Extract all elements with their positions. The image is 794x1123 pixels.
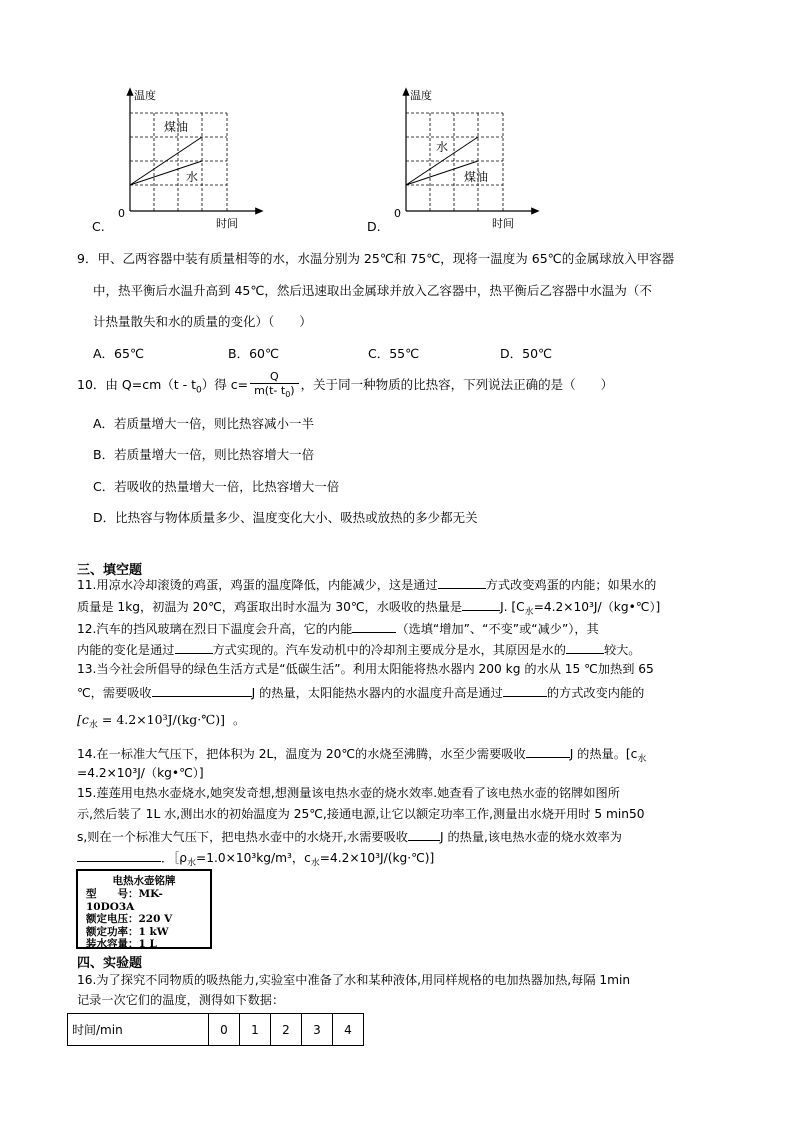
q13-formula: [$c_水$ = 4.2×10³J/(kg·℃)] 。 [77,712,246,731]
graph-c [112,83,272,233]
upper-line-label: 水 [436,140,449,154]
q9-line-1: 9．甲、乙两容器中装有质量相等的水，水温分别为 25℃和 75℃，现将一温度为 65℃的金属球放入甲容器 [77,251,675,266]
lower-line-label: 水 [186,170,199,184]
q14-blank-1[interactable] [526,745,570,758]
q15-line-2: 示,然后装了 1L 水,测出水的初始温度为 25℃,接通电源,让它以额定功率工作,测量出水烧开用时 5 min50 [77,807,645,821]
q12-blank-1[interactable] [352,620,396,633]
option-c-label: C. [92,219,105,234]
upper-line-label: 煤油 [164,120,189,134]
q15-blank-1[interactable] [408,828,440,841]
q9-line-2: 中，热平衡后水温升高到 45℃，然后迅速取出金属球并放入乙容器中，热平衡后乙容器中水温为（不 [93,283,652,298]
q10-option-b: B．若质量增大一倍，则比热容增大一倍 [93,447,315,462]
data-table [67,1013,364,1046]
q12-line-1: 12.汽车的挡风玻璃在烈日下温度会升高，它的内能 （选填“增加”、“不变”或“减少”），其 [77,622,599,636]
q14-line-1: 14.在一标准大气压下，把体积为 2L，温度为 20℃的水烧至沸腾，水至少需要吸收 J 的热量。[$c_水$ [77,747,647,765]
q10-option-c: C．若吸收的热量增大一倍，比热容增大一倍 [93,479,340,494]
q11-line-1: 11.用凉水冷却滚烫的鸡蛋，鸡蛋的温度降低，内能减少，这是通过 方式改变鸡蛋的内能；如果水的 [77,578,657,592]
q12-blank-3[interactable] [566,641,604,654]
nameplate-title: 电热水壶铭牌 [112,875,176,887]
nameplate-row: 型 号：MK-10DO3A [86,888,163,913]
q13-blank-2[interactable] [503,684,547,697]
q12-line-2: 内能的变化是通过 方式实现的。汽车发动机中的冷却剂主要成分是水，其原因是水的 较大。 [77,643,641,657]
q9-option-c: C．55℃ [368,346,420,361]
q13-line-1: 13.当今社会所倡导的绿色生活方式是“低碳生活”。利用太阳能将热水器内 200 kg 的水从 15 ℃加热到 65 [77,662,654,676]
nameplate-row: 额定功率：1 kW [86,925,169,938]
nameplate-row: 额定电压：220 V [86,913,173,925]
origin-label: 0 [394,207,401,220]
q11-blank-2[interactable] [462,598,500,611]
q15-line-4: ．$[\rho_水=1.0\times 10^3kg/m^3$，$c_水=4.2\times 10^3J/(kg\cdot℃)$] [77,849,434,871]
table-header-cell: 时间/min [68,1014,209,1046]
lower-line-label: 煤油 [464,170,489,184]
y-axis-label: 温度 [410,89,432,102]
kettle-nameplate [76,869,212,949]
x-axis-label: 时间 [492,217,514,230]
table-cell: 2 [271,1014,302,1046]
section-4-heading: 四、实验题 [77,956,143,971]
q12-blank-2[interactable] [175,641,213,654]
q9-option-d: D．50℃ [500,346,553,361]
q15-line-1: 15.莲莲用电热水壶烧水,她突发奇想,想测量该电热水壶的烧水效率.她查看了该电热水壶的铭牌如图所 [77,786,620,800]
x-axis-label: 时间 [216,217,238,230]
y-axis-label: 温度 [134,89,156,102]
q10-option-d: D．比热容与物体质量多少、温度变化大小、吸热或放热的多少都无关 [93,510,478,525]
q10-stem: 10．由 $Q=cm(t - t_0)$得 c= $\frac{Q}{m(t- t_0)}$ ，关于同一种物质的比热容，下列说法正确的是（ ） [77,370,614,400]
section-3-heading: 三、填空题 [77,563,143,578]
table-cell: 3 [302,1014,333,1046]
q9-line-3: 计热量散失和水的质量的变化）（ ） [93,314,312,329]
q16-line-1: 16.为了探究不同物质的吸热能力,实验室中准备了水和某种液体,用同样规格的电加热器加热,每隔 1min [77,973,631,987]
table-cell: 4 [333,1014,364,1046]
table-row [68,1014,364,1046]
q9-option-b: B．60℃ [228,346,280,361]
q11-line-2: 质量是 1kg，初温为 20℃，鸡蛋取出时水温为 30℃，水吸收的热量是 J. $[C_水=4.2\times 10^3J/(kg•℃)]$ [77,600,661,618]
q14-line-2: =4.2×10³J/（kg•℃）] [77,766,204,780]
q16-line-2: 记录一次它们的温度，测得如下数据： [77,993,285,1007]
option-d-label: D. [367,219,381,234]
q10-fraction: $\frac{Q}{m(t- t_0)}$ [250,370,299,401]
table-cell: 0 [209,1014,240,1046]
graph-d [388,83,548,233]
q15-line-3: s,则在一个标准大气压下，把电热水壶中的水烧开,水需要吸收 J 的热量,该电热水壶的烧水效率为 [77,830,622,844]
q15-blank-2[interactable] [77,849,161,862]
nameplate-row: 装水容量：1 L [86,938,157,950]
origin-label: 0 [118,207,125,220]
q9-option-a: A．65℃ [93,346,144,361]
q13-line-2: ℃，需要吸收 J 的热量，太阳能热水器内的水温度升高是通过 的方式改变内能的 [77,686,645,700]
q11-blank-1[interactable] [438,576,486,589]
q10-option-a: A．若质量增大一倍，则比热容减小一半 [93,416,315,431]
table-cell: 1 [240,1014,271,1046]
q13-blank-1[interactable] [152,684,252,697]
